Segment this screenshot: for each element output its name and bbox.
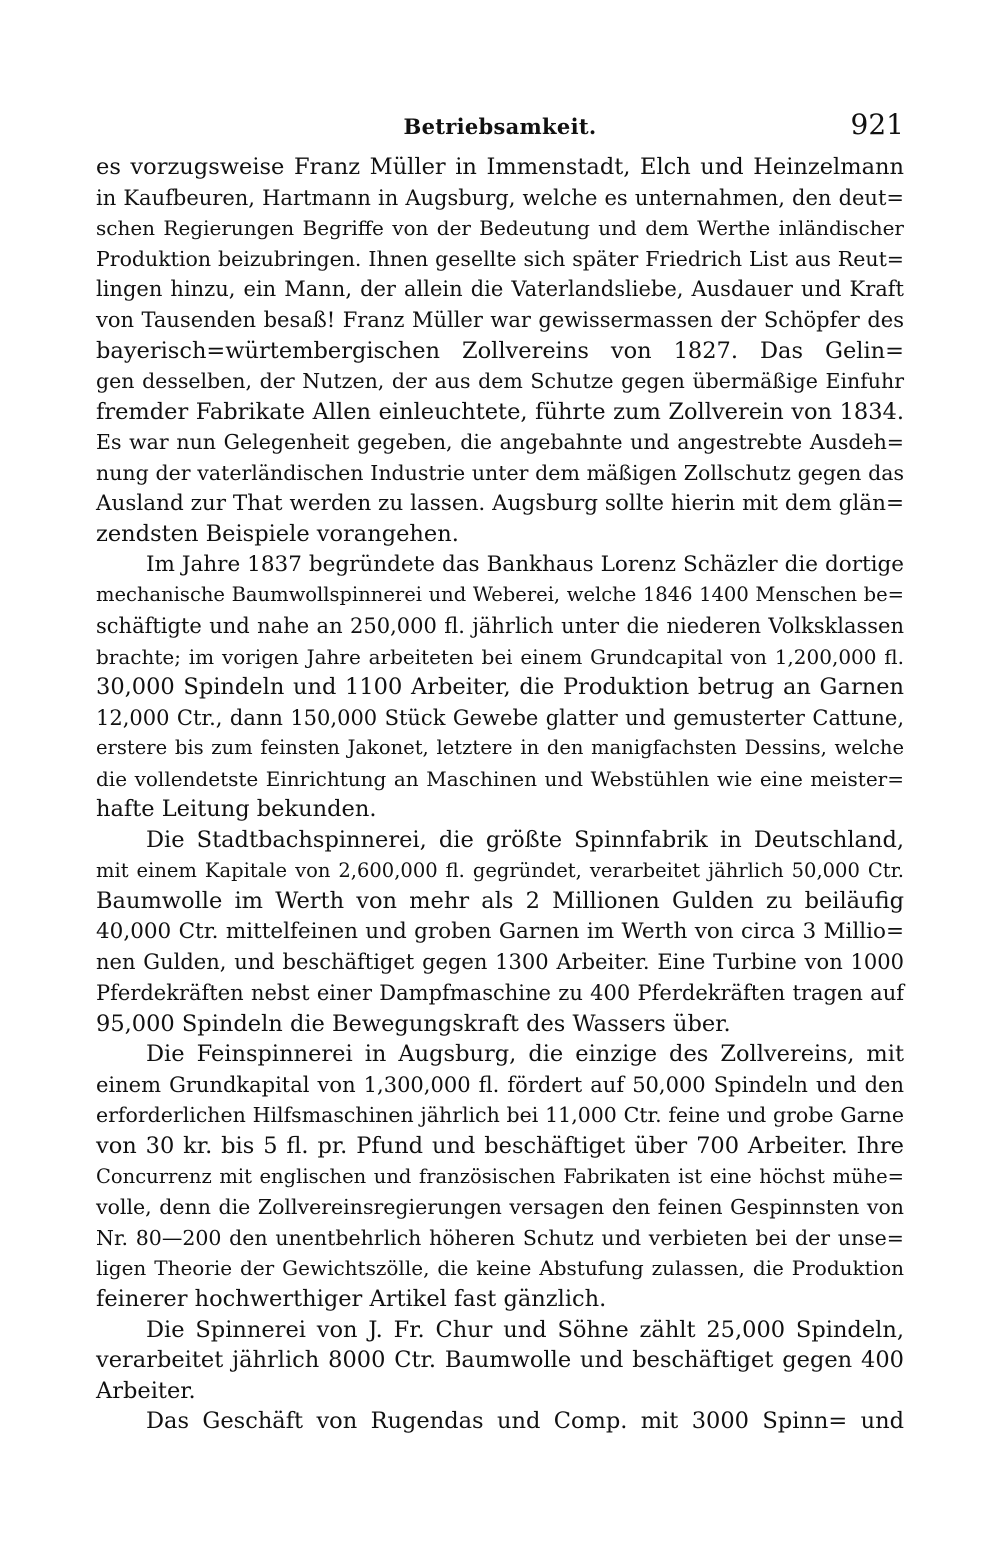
text-line: Baumwolle im Werth von mehr als 2 Millionen Gulden zu beiläufig bbox=[96, 888, 904, 915]
text-line: es vorzugsweise Franz Müller in Immenstadt, Elch und Heinzelmann bbox=[96, 154, 904, 180]
text-line: von 30 kr. bis 5 fl. pr. Pfund und beschäftiget über 700 Arbeiter. Ihre bbox=[96, 1133, 904, 1159]
text-line: ligen Theorie der Gewichtszölle, die keine Abstufung zulassen, die Produktion bbox=[96, 1256, 904, 1281]
text-line: Es war nun Gelegenheit gegeben, die angebahnte und angestrebte Ausdeh= bbox=[96, 430, 904, 455]
text-line: in Kaufbeuren, Hartmann in Augsburg, welche es unternahmen, den deut= bbox=[96, 185, 904, 210]
text-line: schäftigte und nahe an 250,000 fl. jährlich unter die niederen Volksklassen bbox=[96, 613, 904, 638]
text-line: Pferdekräften nebst einer Dampfmaschine zu 400 Pferdekräften tragen auf bbox=[96, 981, 904, 1006]
text-line: mit einem Kapitale von 2,600,000 fl. gegründet, verarbeitet jährlich 50,000 Ctr. bbox=[96, 858, 904, 882]
text-line: nung der vaterländischen Industrie unter dem mäßigen Zollschutz gegen das bbox=[96, 460, 904, 485]
text-line: Die Feinspinnerei in Augsburg, die einzige des Zollvereins, mit bbox=[146, 1041, 904, 1068]
text-line: verarbeitet jährlich 8000 Ctr. Baumwolle und beschäftiget gegen 400 bbox=[96, 1347, 904, 1374]
text-line: fremder Fabrikate Allen einleuchtete, führte zum Zollverein von 1834. bbox=[96, 398, 904, 425]
body-text bbox=[96, 152, 904, 1437]
text-line: zendsten Beispiele vorangehen. bbox=[96, 521, 459, 548]
text-line: erstere bis zum feinsten Jakonet, letztere in den manigfachsten Dessins, welche bbox=[96, 736, 904, 760]
text-line: schen Regierungen Begriffe von der Bedeutung und dem Werthe inländischer bbox=[96, 216, 904, 241]
text-line: Concurrenz mit englischen und französischen Fabrikaten ist eine höchst mühe= bbox=[96, 1164, 904, 1188]
text-line: 12,000 Ctr., dann 150,000 Stück Gewebe glatter und gemusterter Cattune, bbox=[96, 705, 904, 730]
text-line: gen desselben, der Nutzen, der aus dem Schutze gegen übermäßige Einfuhr bbox=[96, 369, 904, 394]
text-line: von Tausenden besaß! Franz Müller war gewissermassen der Schöpfer des bbox=[96, 307, 904, 332]
running-head bbox=[96, 108, 904, 142]
text-line: Arbeiter. bbox=[96, 1377, 196, 1404]
text-line: Nr. 80—200 den unentbehrlich höheren Schutz und verbieten bei der unse= bbox=[96, 1225, 904, 1250]
text-line: Ausland zur That werden zu lassen. Augsburg sollte hierin mit dem glän= bbox=[96, 490, 904, 516]
text-line: 40,000 Ctr. mittelfeinen und groben Garnen im Werth von circa 3 Millio= bbox=[96, 918, 904, 944]
running-title: Betriebsamkeit. bbox=[403, 114, 597, 139]
text-line: erforderlichen Hilfsmaschinen jährlich bei 11,000 Ctr. feine und grobe Garne bbox=[96, 1103, 904, 1128]
text-line: Im Jahre 1837 begründete das Bankhaus Lorenz Schäzler die dortige bbox=[146, 551, 904, 577]
text-line: Die Stadtbachspinnerei, die größte Spinnfabrik in Deutschland, bbox=[146, 827, 904, 854]
text-line: volle, denn die Zollvereinsregierungen versagen den feinen Gespinnsten von bbox=[96, 1195, 904, 1220]
text-line: brachte; im vorigen Jahre arbeiteten bei einem Grundcapital von 1,200,000 fl. bbox=[96, 644, 904, 669]
text-line: die vollendetste Einrichtung an Maschinen und Webstühlen wie eine meister= bbox=[96, 766, 904, 791]
text-line: 95,000 Spindeln die Bewegungskraft des Wassers über. bbox=[96, 1010, 731, 1037]
text-line: Das Geschäft von Rugendas und Comp. mit 3000 Spinn= und bbox=[146, 1408, 904, 1435]
text-line: hafte Leitung bekunden. bbox=[96, 796, 377, 823]
text-line: Produktion beizubringen. Ihnen gesellte sich später Friedrich List aus Reut= bbox=[96, 246, 904, 271]
page-number: 921 bbox=[850, 108, 904, 141]
text-line: nen Gulden, und beschäftiget gegen 1300 Arbeiter. Eine Turbine von 1000 bbox=[96, 950, 904, 975]
text-line: mechanische Baumwollspinnerei und Weberei, welche 1846 1400 Menschen be= bbox=[96, 583, 904, 607]
text-line: 30,000 Spindeln und 1100 Arbeiter, die Produktion betrug an Garnen bbox=[96, 674, 904, 701]
text-line: feinerer hochwerthiger Artikel fast gänzlich. bbox=[96, 1285, 607, 1312]
text-line: lingen hinzu, ein Mann, der allein die Vaterlandsliebe, Ausdauer und Kraft bbox=[96, 277, 904, 302]
text-line: Die Spinnerei von J. Fr. Chur und Söhne zählt 25,000 Spindeln, bbox=[146, 1316, 904, 1343]
text-line: einem Grundkapital von 1,300,000 fl. fördert auf 50,000 Spindeln und den bbox=[96, 1072, 904, 1097]
text-line: bayerisch=würtembergischen Zollvereins von 1827. Das Gelin= bbox=[96, 337, 904, 364]
